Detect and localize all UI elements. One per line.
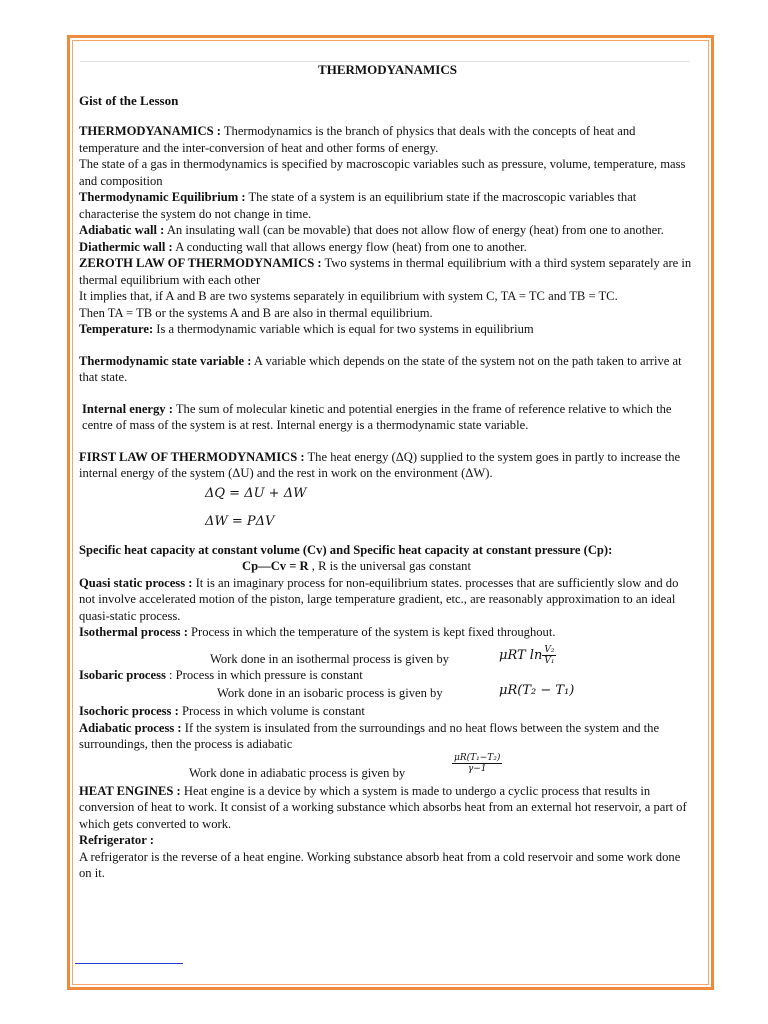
- definition: Heat engine is a device by which a system is made to undergo a cyclic process that results in conversion of heat to work. It consist of a working substance which absorbs heat from an external hot reservoir, a part of which gets converted to work.: [79, 783, 687, 831]
- term: Adiabatic process :: [79, 720, 182, 735]
- fraction: [452, 753, 502, 774]
- adiabatic-process-paragraph: [79, 720, 696, 753]
- formula-text: μRT ln: [499, 647, 543, 663]
- term: Temperature:: [79, 322, 154, 336]
- page-title: THERMODYANAMICS: [318, 62, 457, 77]
- term: Isobaric process: [79, 667, 166, 682]
- fraction-denominator: γ−1: [467, 763, 487, 774]
- isothermal-work-row: [79, 645, 696, 667]
- definition: The heat energy (ΔQ) supplied to the system goes in partly to increase the internal energy of the system (ΔU) and the rest in work on the environment (ΔW).: [79, 449, 681, 480]
- definition: A variable which depends on the state of the system not on the path taken to arrive at that state.: [79, 353, 682, 384]
- refrigerator-paragraph: A refrigerator is the reverse of a heat engine. Working substance absorb heat from a cold reservoir and some work done on it.: [79, 849, 681, 880]
- work-label: Work done in an isothermal process is given by: [210, 651, 449, 666]
- term: Isothermal process :: [79, 625, 188, 639]
- work-label: Work done in an isobaric process is given by: [217, 686, 443, 700]
- definition: Two systems in thermal equilibrium with a third system separately are in thermal equilibrium with each other: [79, 256, 692, 287]
- term: Thermodynamic Equilibrium :: [79, 190, 246, 204]
- definition: Thermodynamics is the branch of physics that deals with the concepts of heat and temperature and the inter-conversion of heat and other forms of energy.: [79, 124, 636, 155]
- equation-text: ΔW = PΔV: [205, 513, 275, 529]
- term: Isochoric process :: [79, 704, 179, 718]
- term: Refrigerator :: [79, 833, 154, 847]
- work-formula: [499, 645, 556, 666]
- term: THERMODYANAMICS :: [79, 124, 221, 138]
- work-label: Work done in adiabatic process is given by: [189, 765, 406, 780]
- definition: Process in which the temperature of the system is kept fixed throughout.: [187, 625, 556, 639]
- quasi-static-paragraph: [79, 575, 696, 625]
- fraction-denominator: V₁: [544, 655, 555, 666]
- term: Cp—Cv = R: [242, 559, 309, 573]
- definition: If the system is insulated from the surroundings and no heat flows between the system and the surroundings, then the process is adiabatic: [79, 720, 660, 751]
- fraction-numerator: V₂: [544, 644, 555, 655]
- definition: Process in which volume is constant: [178, 704, 365, 718]
- work-formula: [452, 753, 502, 774]
- term: Quasi static process :: [79, 575, 193, 590]
- term: Internal energy :: [82, 401, 173, 416]
- section-heading: Gist of the Lesson: [79, 92, 179, 108]
- definition: The state of a system is an equilibrium state if the macroscopic variables that characterise the system do not change in time.: [79, 190, 637, 221]
- diathermic-wall-paragraph: [79, 239, 696, 256]
- cp-cv-relation: [79, 558, 696, 575]
- fraction-numerator: μR(T₁−T₂): [454, 752, 501, 763]
- definition: , R is the universal gas constant: [308, 559, 471, 573]
- first-law-paragraph: [79, 449, 696, 482]
- internal-energy-paragraph: [79, 401, 696, 434]
- definition: : Process in which pressure is constant: [165, 667, 363, 682]
- adiabatic-wall-paragraph: [79, 222, 696, 239]
- isothermal-paragraph: [79, 624, 696, 641]
- term: ZEROTH LAW OF THERMODYNAMICS :: [79, 256, 322, 270]
- implies-line: It implies that, if A and B are two systems separately in equilibrium with system C, TA = TC and TB = TC.: [79, 289, 618, 303]
- temperature-paragraph: [79, 321, 696, 338]
- definition: An insulating wall (can be movable) that does not allow flow of energy (heat) from one to another.: [164, 223, 664, 237]
- document-body: [79, 62, 696, 882]
- isobaric-paragraph: [79, 667, 696, 684]
- heat-engines-paragraph: [79, 783, 696, 833]
- term: Specific heat capacity at constant volume (Cv) and Specific heat capacity at constant pressure (Cp):: [79, 542, 613, 557]
- thermodynamics-paragraph: [79, 123, 696, 156]
- definition: The sum of molecular kinetic and potential energies in the frame of reference relative to which the centre of mass of the system is at rest. Internal energy is a thermodynamic state variable.: [82, 401, 672, 432]
- definition: Is a thermodynamic variable which is equal for two systems in equilibrium: [153, 322, 534, 336]
- isochoric-paragraph: [79, 703, 696, 720]
- term: FIRST LAW OF THERMODYNAMICS :: [79, 449, 305, 464]
- state-paragraph: The state of a gas in thermodynamics is specified by macroscopic variables such as pressure, volume, temperature, mass and composition: [79, 157, 686, 188]
- specific-heat-heading: [79, 542, 696, 559]
- equilibrium-paragraph: [79, 189, 696, 222]
- term: Thermodynamic state variable :: [79, 353, 252, 368]
- equation-first-law: [79, 482, 696, 504]
- work-formula: μR(T₂ − T₁): [499, 683, 575, 698]
- equation-work: [79, 508, 696, 534]
- footer-link-underline[interactable]: [75, 963, 183, 964]
- term: Diathermic wall :: [79, 239, 173, 254]
- then-line: Then TA = TB or the systems A and B are also in thermal equilibrium.: [79, 305, 433, 320]
- refrigerator-heading: [79, 832, 696, 849]
- definition: It is an imaginary process for non-equilibrium states. processes that are sufficiently slow and do not involve accelerated motion of the piston, large temperature gradient, etc., are reasonably approximation to an ideal quasi-static process.: [79, 575, 679, 623]
- zeroth-law-paragraph: [79, 255, 696, 288]
- state-variable-paragraph: [79, 353, 696, 386]
- equation-text: ΔQ = ΔU + ΔW: [205, 485, 307, 501]
- term: HEAT ENGINES :: [79, 783, 181, 798]
- fraction: [542, 645, 556, 666]
- isobaric-work-row: [79, 683, 696, 703]
- term: Adiabatic wall :: [79, 223, 165, 237]
- definition: A conducting wall that allows energy flow (heat) from one to another.: [172, 239, 527, 254]
- adiabatic-work-row: [79, 753, 696, 783]
